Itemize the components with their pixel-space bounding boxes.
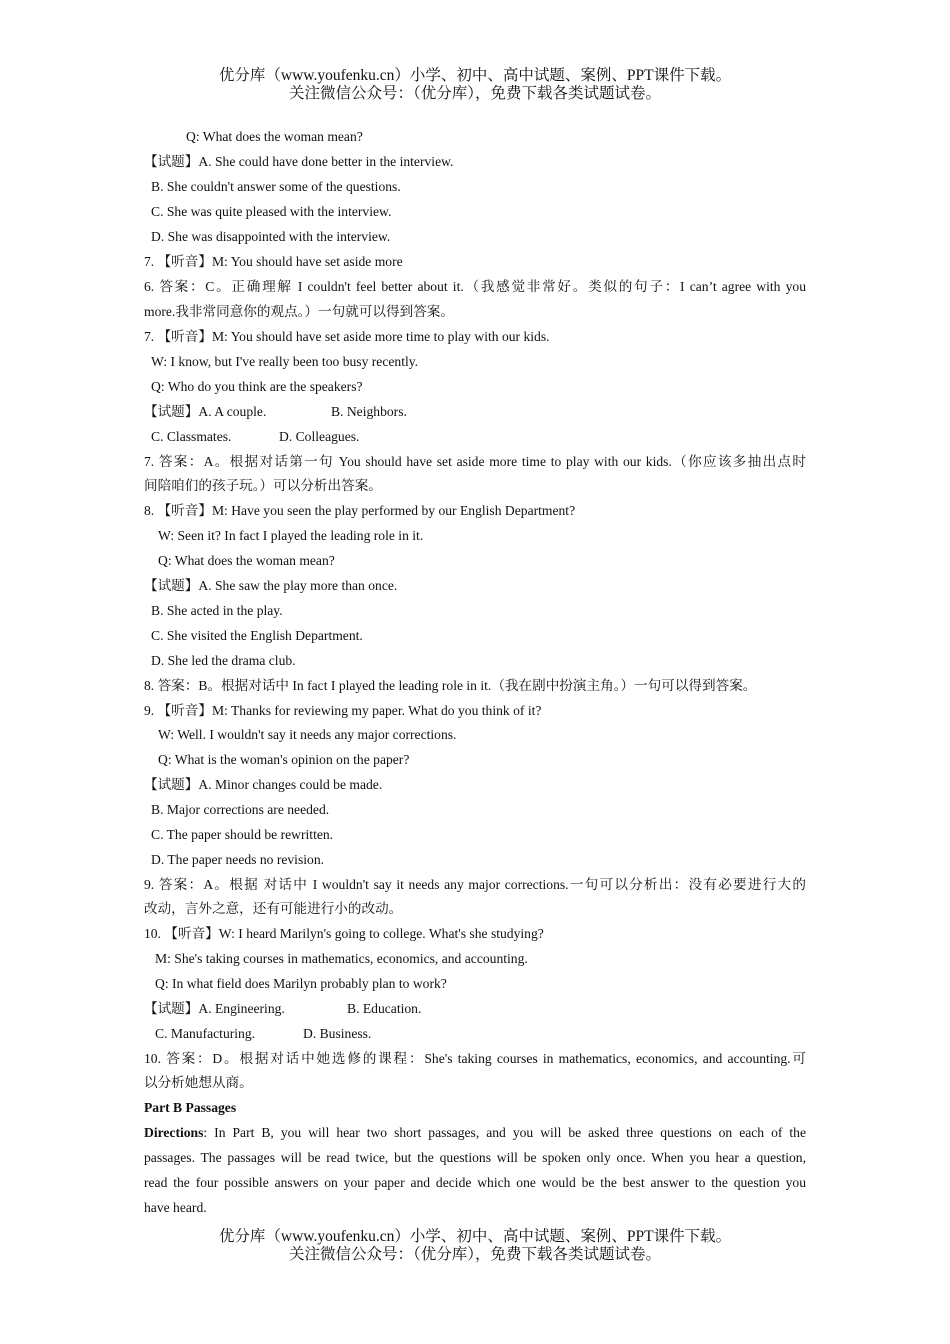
answer-line: more.我非常同意你的观点。）一句就可以得到答案。 bbox=[144, 304, 454, 319]
option-a: 【试题】A. Minor changes could be made. bbox=[144, 777, 383, 792]
question-line: Q: What does the woman mean? bbox=[186, 129, 363, 144]
option-a: 【试题】A. She saw the play more than once. bbox=[144, 578, 398, 593]
dialog-line: M: She's taking courses in mathematics, economics, and accounting. bbox=[155, 951, 528, 966]
question-line: Q: In what field does Marilyn probably plan to work? bbox=[155, 976, 447, 991]
dialog-line: W: Seen it? In fact I played the leading role in it. bbox=[158, 528, 424, 543]
option-d: D. She led the drama club. bbox=[151, 653, 296, 668]
answer-line: 7. 答案：A。根据对话第一句 You should have set aside more time to play with our kids.（你应该多抽出点时 bbox=[144, 454, 806, 469]
option-a: 【试题】A. A couple. bbox=[144, 404, 267, 419]
option-c: C. She was quite pleased with the interview. bbox=[151, 204, 392, 219]
option-a: 【试题】A. Engineering. bbox=[144, 1001, 285, 1016]
question-line: Q: Who do you think are the speakers? bbox=[151, 379, 363, 394]
option-c: C. Manufacturing. bbox=[155, 1026, 256, 1041]
option-b: B. She acted in the play. bbox=[151, 603, 283, 618]
header-line-1: 优分库（www.youfenku.cn）小学、初中、高中试题、案例、PPT课件下载。 bbox=[218, 67, 732, 84]
answer-line: 间陪咱们的孩子玩。）可以分析出答案。 bbox=[144, 478, 382, 493]
footer-line-2: 关注微信公众号：（优分库），免费下载各类试题试卷。 bbox=[288, 1246, 661, 1263]
audio-line: 9. 【听音】M: Thanks for reviewing my paper. What do you think of it? bbox=[144, 703, 542, 718]
header-line-2: 关注微信公众号：（优分库），免费下载各类试题试卷。 bbox=[288, 85, 661, 102]
audio-line: 8. 【听音】M: Have you seen the play performed by our English Department? bbox=[144, 503, 576, 518]
question-line: Q: What does the woman mean? bbox=[158, 553, 335, 568]
answer-line: 9. 答案：A。根据 对话中 I wouldn't say it needs any major corrections.一句可以分析出：没有必要进行大的 bbox=[144, 877, 806, 892]
dialog-line: W: Well. I wouldn't say it needs any major corrections. bbox=[158, 727, 457, 742]
directions-line-1 bbox=[144, 1124, 806, 1141]
directions-line-3: read the four possible answers on your paper and decide which one would be the best answer to the question you bbox=[144, 1175, 806, 1190]
option-d: D. Business. bbox=[303, 1026, 372, 1041]
option-b: B. Major corrections are needed. bbox=[151, 802, 330, 817]
directions-label: Directions bbox=[144, 1125, 204, 1140]
option-d: D. The paper needs no revision. bbox=[151, 852, 325, 867]
page-footer bbox=[0, 1228, 950, 1264]
directions-line-4: have heard. bbox=[144, 1200, 207, 1215]
option-d: D. She was disappointed with the interview. bbox=[151, 229, 391, 244]
section-title: Part B Passages bbox=[144, 1100, 237, 1115]
dialog-line: W: I know, but I've really been too busy recently. bbox=[151, 354, 419, 369]
answer-line: 以分析她想从商。 bbox=[144, 1075, 253, 1090]
audio-line: 7. 【听音】M: You should have set aside more time to play with our kids. bbox=[144, 329, 550, 344]
footer-line-1: 优分库（www.youfenku.cn）小学、初中、高中试题、案例、PPT课件下载。 bbox=[218, 1228, 732, 1245]
question-line: Q: What is the woman's opinion on the paper? bbox=[158, 752, 410, 767]
option-b: B. She couldn't answer some of the questions. bbox=[151, 179, 401, 194]
option-c: C. She visited the English Department. bbox=[151, 628, 363, 643]
audio-line: 10. 【听音】W: I heard Marilyn's going to college. What's she studying? bbox=[144, 926, 544, 941]
directions-line-2: passages. The passages will be read twice, but the questions will be spoken only once. When you hear a question, bbox=[144, 1150, 806, 1165]
option-a: 【试题】A. She could have done better in the interview. bbox=[144, 154, 454, 169]
answer-line: 8. 答案：B。根据对话中 In fact I played the leading role in it.（我在剧中扮演主角。）一句可以得到答案。 bbox=[144, 678, 757, 693]
option-b: B. Neighbors. bbox=[331, 404, 407, 419]
answer-line: 改动，言外之意，还有可能进行小的改动。 bbox=[144, 901, 403, 916]
option-c: C. The paper should be rewritten. bbox=[151, 827, 334, 842]
answer-line: 6. 答案：C。正确理解 I couldn't feel better about it.（我感觉非常好。类似的句子：I can’t agree with you bbox=[144, 279, 806, 294]
option-d: D. Colleagues. bbox=[279, 429, 360, 444]
option-b: B. Education. bbox=[347, 1001, 422, 1016]
directions-text: : In Part B, you will hear two short passages, and you will be asked three questions on each of the bbox=[203, 1125, 806, 1140]
page-header bbox=[0, 67, 950, 103]
audio-line: 7. 【听音】M: You should have set aside more bbox=[144, 254, 403, 269]
answer-line: 10. 答案：D。根据对话中她选修的课程：She's taking courses in mathematics, economics, and accounting.可 bbox=[144, 1051, 806, 1066]
option-c: C. Classmates. bbox=[151, 429, 232, 444]
